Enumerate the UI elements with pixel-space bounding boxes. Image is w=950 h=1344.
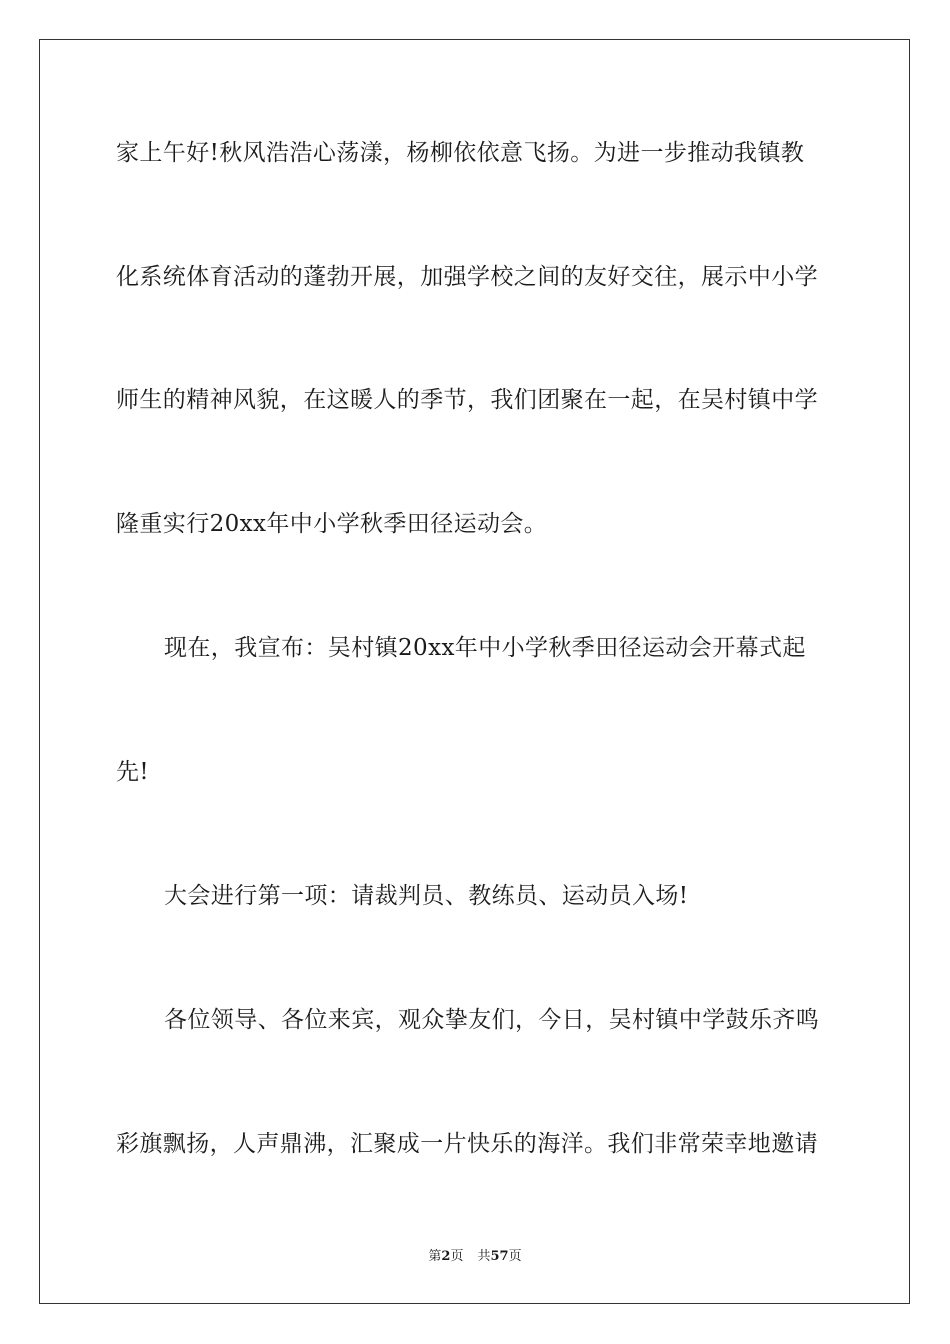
footer-page-prefix: 第 xyxy=(428,1249,442,1264)
footer-page-suffix: 页 xyxy=(450,1249,464,1264)
body-line-7: 大会进行第一项：请裁判员、教练员、运动员入场! xyxy=(164,883,689,909)
body-line-1: 家上午好!秋风浩浩心荡漾，杨柳依依意飞扬。为进一步推动我镇教 xyxy=(116,140,805,166)
body-line-5: 现在，我宣布：吴村镇20xx年中小学秋季田径运动会开幕式起 xyxy=(164,635,806,661)
body-line-2: 化系统体育活动的蓬勃开展，加强学校之间的友好交往，展示中小学 xyxy=(116,264,818,290)
footer-total-suffix: 页 xyxy=(508,1249,522,1264)
footer-total-pages: 57 xyxy=(490,1249,509,1264)
footer-page-number: 2 xyxy=(441,1249,451,1264)
body-line-3: 师生的精神风貌，在这暖人的季节，我们团聚在一起，在吴村镇中学 xyxy=(116,387,818,413)
body-line-8: 各位领导、各位来宾，观众挚友们，今日，吴村镇中学鼓乐齐鸣 xyxy=(164,1007,820,1033)
footer-total-prefix: 共 xyxy=(477,1249,491,1264)
body-line-9: 彩旗飘扬，人声鼎沸，汇聚成一片快乐的海洋。我们非常荣幸地邀请 xyxy=(116,1131,818,1157)
page-border xyxy=(39,39,910,1304)
page-footer xyxy=(0,1248,950,1266)
body-line-6: 先! xyxy=(116,759,150,785)
body-line-4: 隆重实行20xx年中小学秋季田径运动会。 xyxy=(116,511,548,537)
